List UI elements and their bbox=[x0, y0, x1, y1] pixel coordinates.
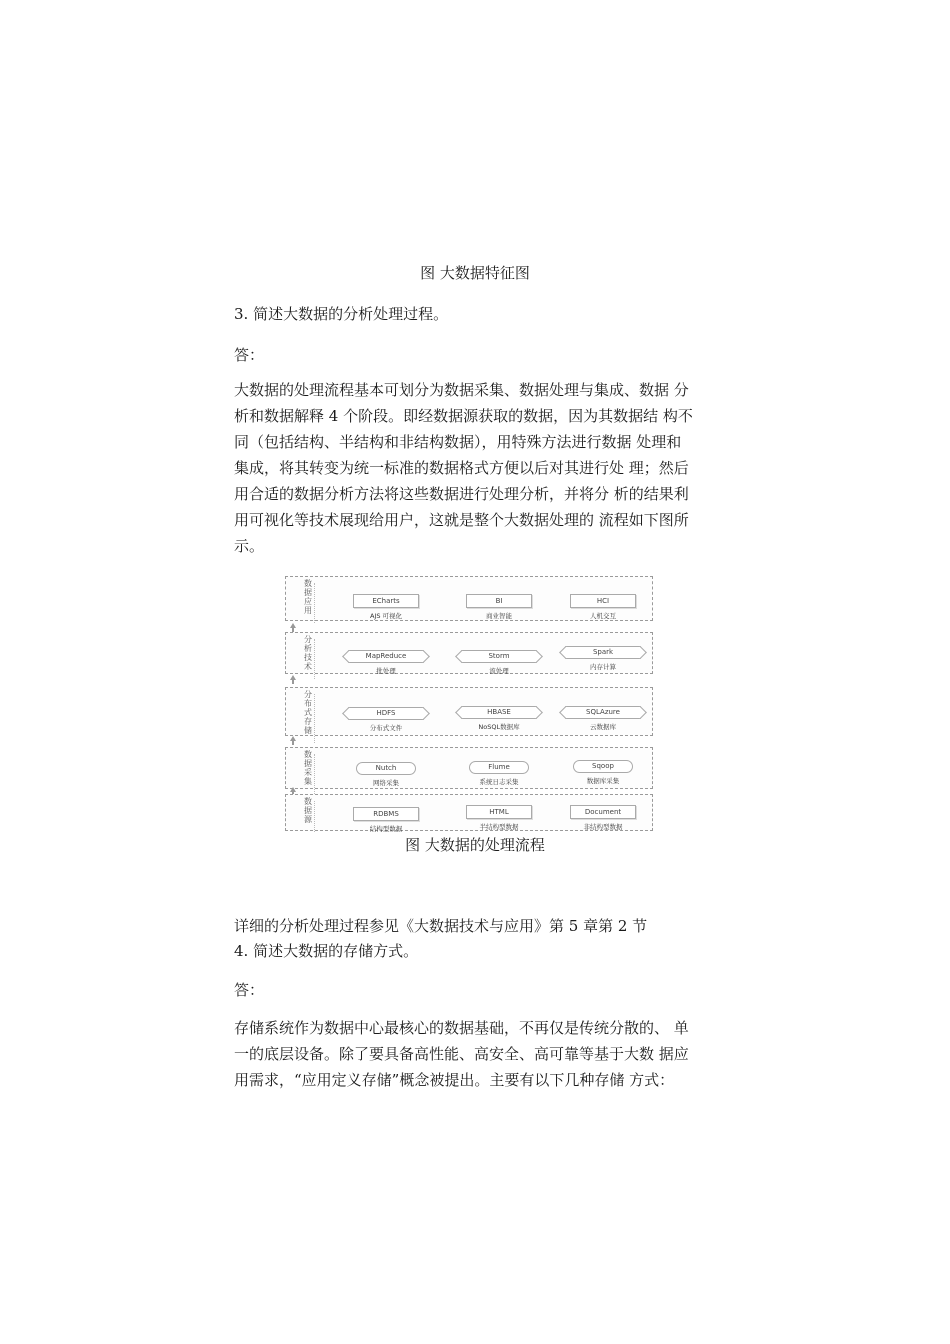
item-title: Nutch bbox=[356, 762, 416, 775]
answer-paragraph-4 bbox=[234, 1015, 734, 1093]
item-title: ECharts bbox=[353, 594, 419, 608]
item-subtitle: 商业智能 bbox=[486, 612, 512, 620]
flow-arrow-icon bbox=[290, 623, 296, 628]
paragraph-line: 示。 bbox=[234, 537, 265, 555]
item-title: Spark bbox=[565, 646, 641, 659]
figure-caption-flow: 图 大数据的处理流程 bbox=[405, 836, 545, 854]
figure-caption-features: 图 大数据特征图 bbox=[420, 264, 530, 282]
item-bi bbox=[454, 588, 544, 620]
item-title: BI bbox=[466, 594, 532, 608]
item-flume bbox=[454, 754, 544, 786]
layer-distributed-storage bbox=[285, 687, 653, 736]
item-rdbms bbox=[341, 801, 431, 833]
layer-label: 数据采集 bbox=[304, 750, 312, 786]
reference-note: 详细的分析处理过程参见《大数据技术与应用》第 5 章第 2 节 bbox=[234, 917, 648, 935]
paragraph-line: 存储系统作为数据中心最核心的数据基础，不再仅是传统分散的、 单 bbox=[234, 1019, 689, 1037]
flow-arrow-icon bbox=[290, 736, 296, 741]
item-subtitle: 云数据库 bbox=[590, 723, 616, 731]
item-subtitle: 数据库采集 bbox=[586, 777, 620, 785]
item-title: MapReduce bbox=[348, 650, 424, 663]
item-subtitle: AJS 可视化 bbox=[369, 612, 403, 620]
paragraph-line: 用合适的数据分析方法将这些数据进行处理分析，并将分 析的结果利 bbox=[234, 485, 689, 503]
item-storm bbox=[454, 643, 544, 675]
item-sqoop bbox=[558, 753, 648, 785]
item-html bbox=[454, 799, 544, 831]
paragraph-line: 用可视化等技术展现给用户，这就是整个大数据处理的 流程如下图所 bbox=[234, 511, 689, 529]
layer-data-application bbox=[285, 576, 653, 621]
item-mapreduce bbox=[341, 643, 431, 675]
item-subtitle: 流处理 bbox=[489, 667, 509, 675]
item-title: HCI bbox=[570, 594, 636, 608]
item-hdfs bbox=[341, 700, 431, 732]
item-hbase bbox=[454, 699, 544, 731]
flow-arrow-icon bbox=[290, 675, 296, 680]
item-title: Storm bbox=[461, 650, 537, 663]
answer-paragraph-3 bbox=[234, 377, 734, 559]
item-subtitle: 内存计算 bbox=[590, 663, 616, 671]
layer-data-collection bbox=[285, 747, 653, 789]
item-subtitle: 人机交互 bbox=[590, 612, 616, 620]
item-title: Sqoop bbox=[573, 760, 633, 773]
item-subtitle: 系统日志采集 bbox=[479, 778, 519, 786]
item-subtitle: 半结构型数据 bbox=[479, 823, 519, 831]
item-title: HDFS bbox=[348, 707, 424, 720]
layer-analysis-technology bbox=[285, 632, 653, 674]
item-subtitle: 分布式文件 bbox=[369, 724, 403, 732]
item-title: HTML bbox=[466, 805, 532, 819]
item-subtitle: 网络采集 bbox=[373, 779, 399, 787]
item-spark bbox=[558, 639, 648, 671]
answer-label-4: 答： bbox=[234, 981, 265, 999]
item-title: Document bbox=[570, 805, 636, 819]
item-title: Flume bbox=[469, 761, 529, 774]
item-title: HBASE bbox=[461, 706, 537, 719]
layer-label: 数据源 bbox=[304, 797, 312, 824]
layer-label: 数据应用 bbox=[304, 579, 312, 615]
paragraph-line: 析和数据解释 4 个阶段。即经数据源获取的数据，因为其数据结 构不 bbox=[234, 407, 693, 425]
question-3: 3. 简述大数据的分析处理过程。 bbox=[234, 305, 449, 323]
answer-label-3: 答： bbox=[234, 346, 265, 364]
item-subtitle: 结构型数据 bbox=[369, 825, 403, 833]
item-subtitle: NoSQL数据库 bbox=[478, 723, 520, 731]
paragraph-line: 同（包括结构、半结构和非结构数据），用特殊方法进行数据 处理和 bbox=[234, 433, 682, 451]
item-title: RDBMS bbox=[353, 807, 419, 821]
paragraph-line: 大数据的处理流程基本可划分为数据采集、数据处理与集成、数据 分 bbox=[234, 381, 689, 399]
layer-label: 分布式存储 bbox=[304, 690, 312, 735]
item-document bbox=[558, 799, 648, 831]
item-nutch bbox=[341, 755, 431, 787]
layer-data-source bbox=[285, 794, 653, 831]
item-sqlazure bbox=[558, 699, 648, 731]
layer-label: 分析技术 bbox=[304, 635, 312, 671]
paragraph-line: 集成，将其转变为统一标准的数据格式方便以后对其进行处 理；然后 bbox=[234, 459, 689, 477]
processing-flow-diagram bbox=[285, 574, 653, 832]
paragraph-line: 用需求，“应用定义存储”概念被提出。主要有以下几种存储 方式： bbox=[234, 1071, 675, 1089]
item-echarts bbox=[341, 588, 431, 620]
item-subtitle: 非结构型数据 bbox=[583, 823, 623, 831]
item-hci bbox=[558, 588, 648, 620]
item-title: SQLAzure bbox=[565, 706, 641, 719]
paragraph-line: 一的底层设备。除了要具备高性能、高安全、高可靠等基于大数 据应 bbox=[234, 1045, 689, 1063]
item-subtitle: 批处理 bbox=[376, 667, 396, 675]
flow-arrow-icon bbox=[290, 787, 296, 792]
question-4: 4. 简述大数据的存储方式。 bbox=[234, 942, 419, 960]
